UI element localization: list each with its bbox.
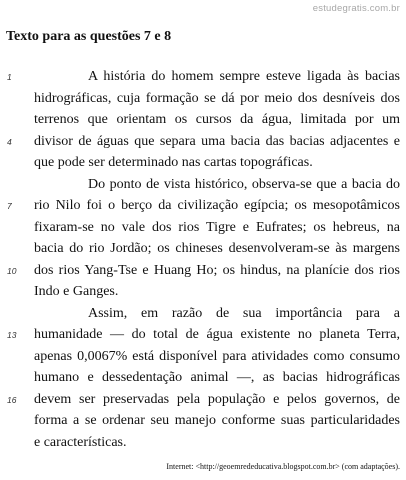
text-line — [34, 109, 400, 131]
text-line — [34, 432, 400, 454]
watermark: estudegratis.com.br — [312, 3, 400, 14]
line-text: A história do homem sempre esteve ligada às bacias — [88, 69, 400, 84]
line-text: Indo e Ganges. — [34, 284, 119, 299]
text-line — [34, 410, 400, 432]
line-text: dos rios Yang-Tse e Huang Ho; os hindus, na planície dos rios — [34, 262, 400, 278]
line-text: e características. — [34, 434, 127, 450]
line-text: rio Nilo foi o berço da civilização egípcia; os mesopotâmicos — [34, 198, 400, 213]
text-line — [34, 174, 400, 196]
text-line — [7, 260, 400, 282]
line-number: 13 — [7, 330, 17, 340]
line-text: fixaram-se no vale dos rios Tigre e Eufrates; os hebreus, na — [34, 219, 400, 235]
text-line — [34, 367, 400, 389]
line-text: humano e dessedentação animal —, as bacias hidrográficas — [34, 370, 400, 385]
line-number: 7 — [7, 201, 12, 211]
text-heading: Texto para as questões 7 e 8 — [6, 29, 172, 44]
text-line — [34, 281, 400, 303]
text-line — [34, 152, 400, 174]
text-line — [7, 324, 400, 346]
line-number: 10 — [7, 265, 17, 276]
text-line — [34, 346, 400, 368]
line-text: hidrográficas, cuja formação se dá por meio dos desníveis dos — [34, 90, 400, 106]
text-body — [7, 66, 400, 453]
line-text: bacia do rio Jordão; os chineses desenvolveram-se às margens — [34, 241, 400, 256]
line-number: 1 — [7, 72, 12, 82]
text-line — [7, 195, 400, 217]
text-line — [34, 217, 400, 239]
line-text: terrenos que orientam os cursos da água, limitada por um — [34, 112, 400, 127]
line-text: devem ser preservadas pela população e pelos governos, de — [34, 391, 400, 407]
line-text: forma a se ordenar seu manejo conforme suas particularidades — [34, 413, 400, 428]
line-number: 4 — [7, 136, 12, 147]
line-text: divisor de águas que separa uma bacia das bacias adjacentes e — [34, 133, 400, 149]
line-text: Do ponto de vista histórico, observa-se que a bacia do — [88, 176, 400, 192]
text-line — [7, 389, 400, 411]
text-line — [34, 88, 400, 110]
line-text: que pode ser determinado nas cartas topográficas. — [34, 155, 313, 170]
line-text: Assim, em razão de sua importância para a — [88, 305, 400, 321]
line-text: humanidade — do total de água existente no planeta Terra, — [34, 327, 400, 342]
text-line — [34, 238, 400, 260]
text-line — [34, 303, 400, 325]
source-citation: Internet: <http://geoemrededucativa.blogspot.com.br> (com adaptações). — [166, 462, 400, 471]
line-number: 16 — [7, 394, 17, 405]
text-line — [7, 66, 400, 88]
line-text: apenas 0,0067% está disponível para atividades como consumo — [34, 348, 400, 364]
text-line — [7, 131, 400, 153]
